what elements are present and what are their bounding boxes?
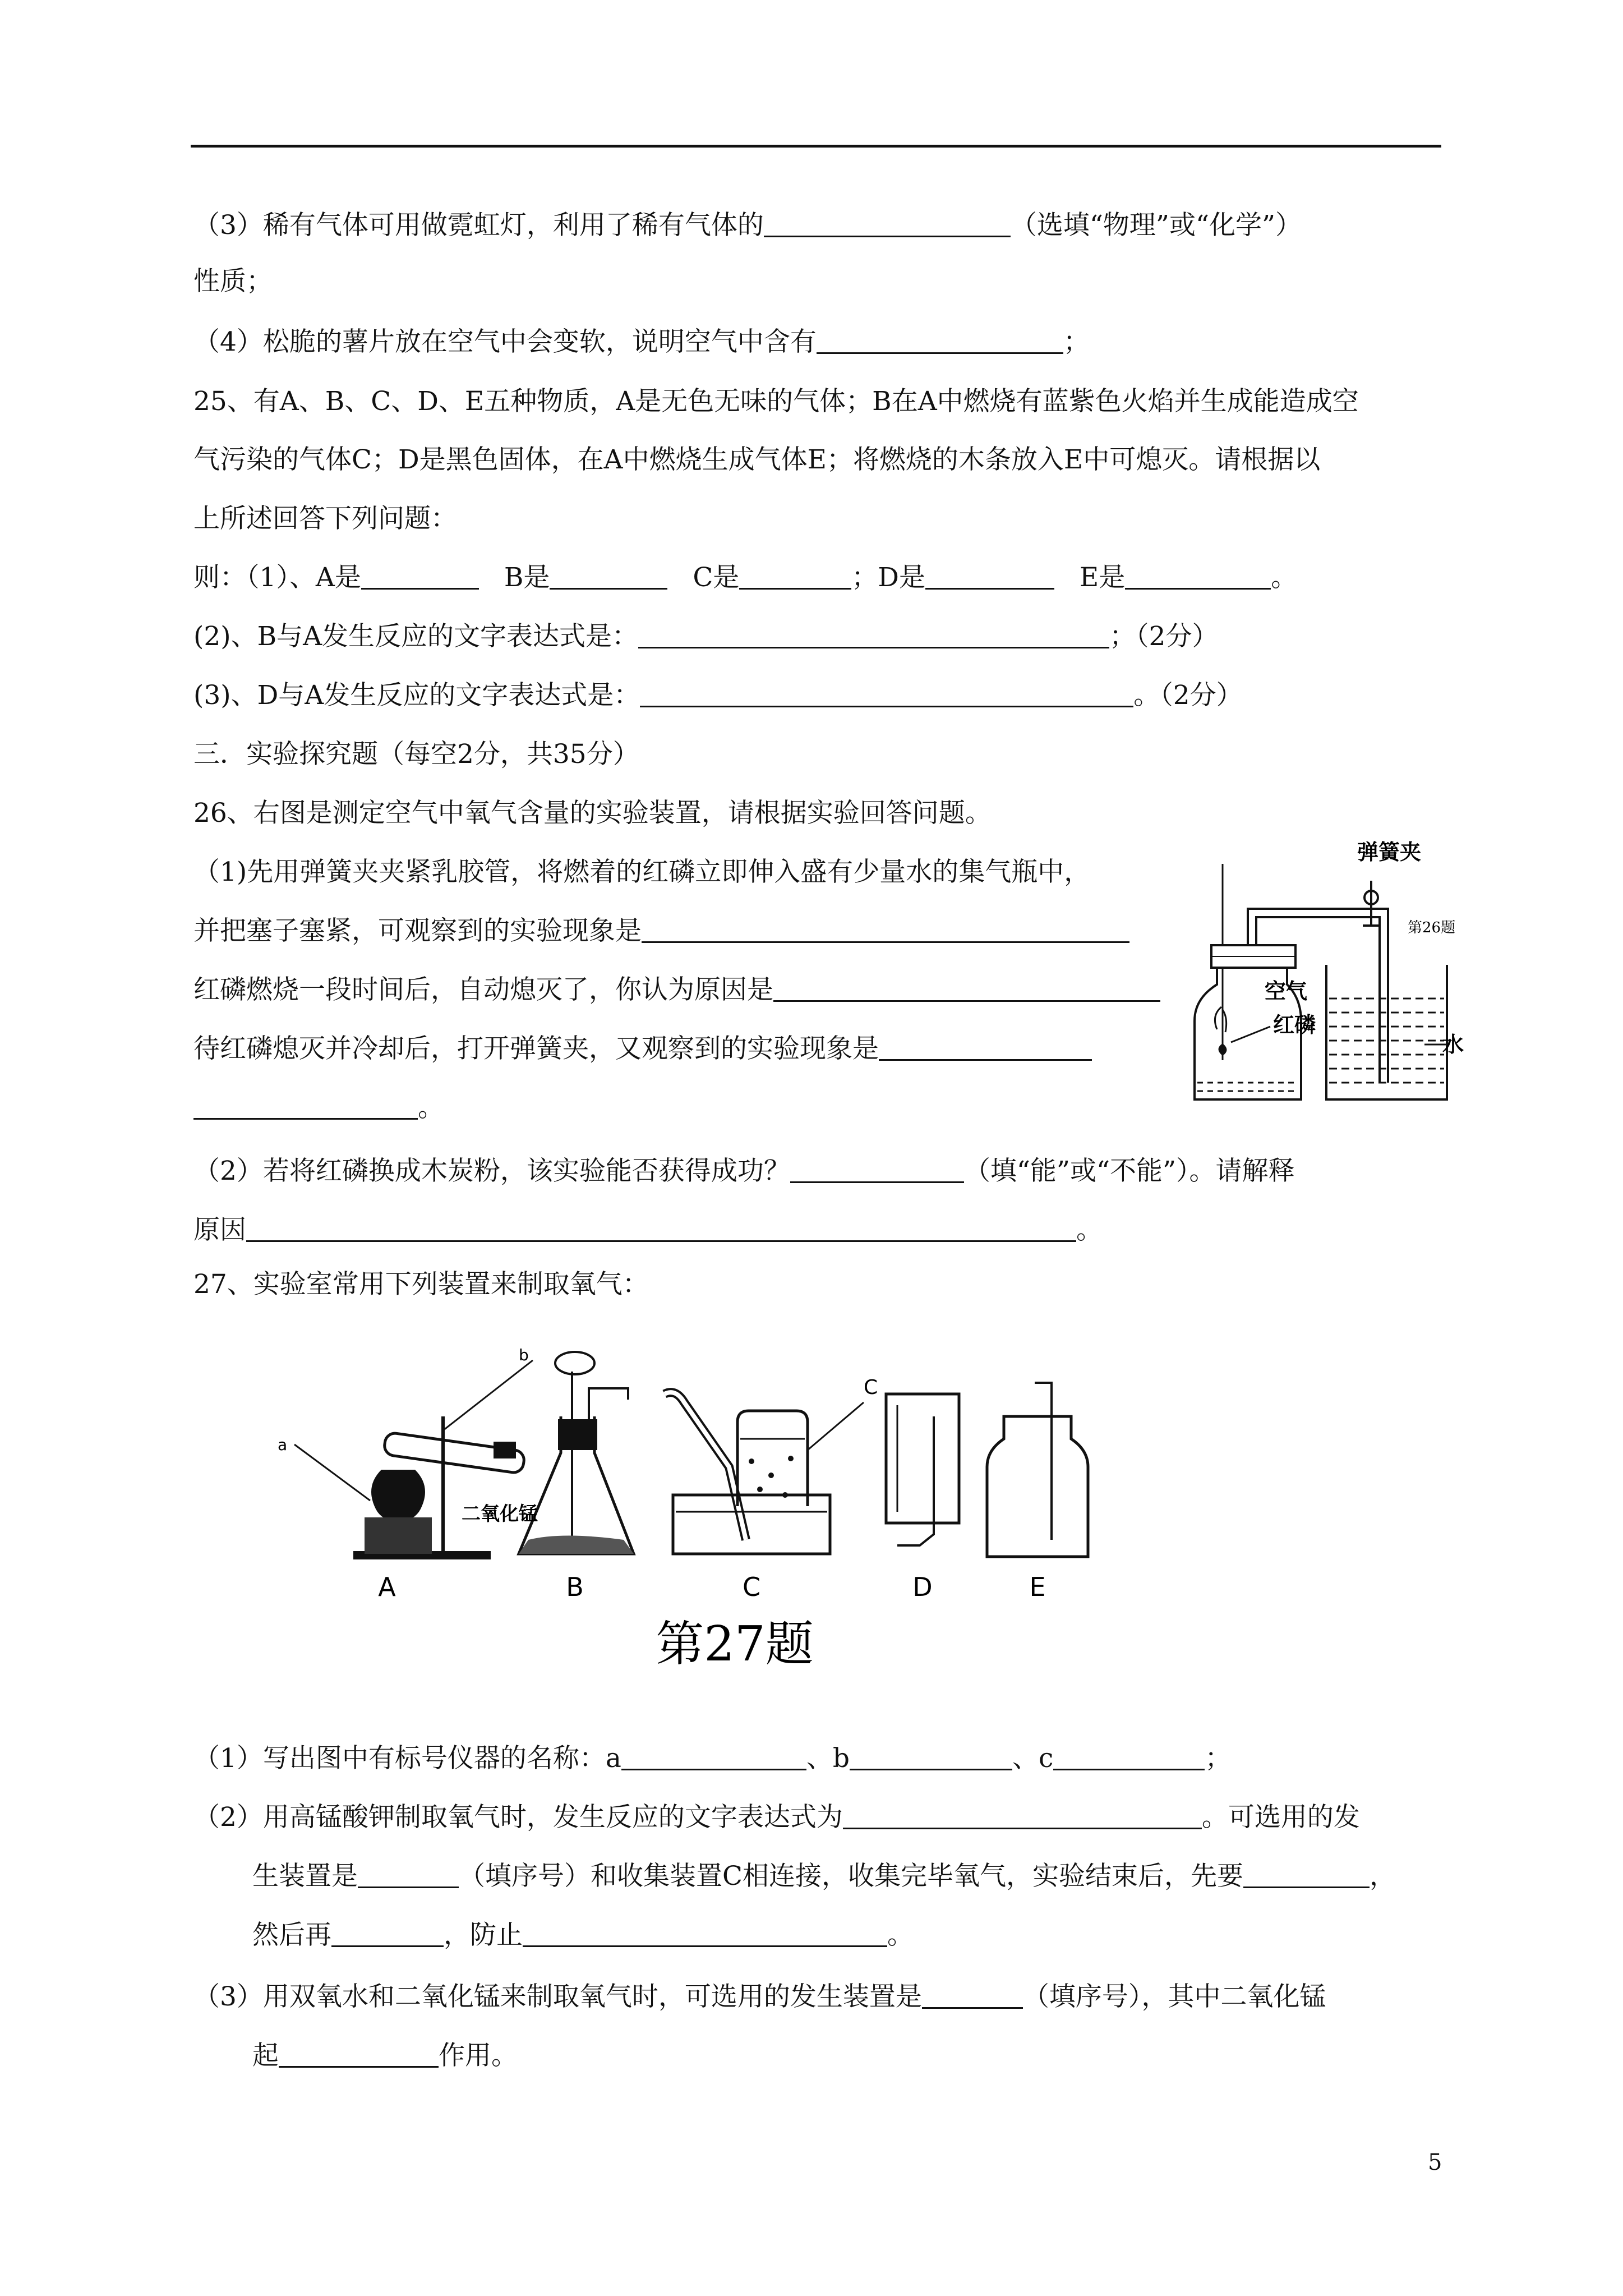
q26-line-3: 并把塞子塞紧，可观察到的实验现象是 xyxy=(193,914,1129,948)
q26-line-5: 待红磷熄灭并冷却后，打开弹簧夹，又观察到的实验现象是 xyxy=(193,1032,1092,1066)
answer-blank[interactable] xyxy=(879,1034,1092,1061)
beaker xyxy=(1326,965,1447,1099)
q26-line-4: 红磷燃烧一段时间后，自动熄灭了，你认为原因是 xyxy=(193,973,1160,1007)
label-c: C xyxy=(864,1376,878,1399)
q25-line-5: (2)、B与A发生反应的文字表达式是： ；（2分） xyxy=(193,621,1219,652)
header-rule xyxy=(191,145,1441,148)
section-3-heading: 三．实验探究题（每空2分，共35分） xyxy=(193,739,639,770)
page-number: 5 xyxy=(1428,2150,1442,2175)
apparatus-label-e: E xyxy=(1029,1572,1046,1602)
answer-blank-b[interactable] xyxy=(550,563,667,590)
answer-blank[interactable] xyxy=(246,1216,1076,1242)
red-phosphorus-label: 红磷 xyxy=(1273,1013,1316,1037)
q25-line-4: 则：（1）、A是 B是 C是 ；D是 E是 。 xyxy=(193,562,1298,593)
mno2-label: 二氧化锰 xyxy=(462,1503,538,1525)
apparatus-d xyxy=(886,1394,959,1545)
q24-3-text: （3）稀有气体可用做霓虹灯，利用了稀有气体的 xyxy=(193,210,764,241)
spring-clip-label: 弹簧夹 xyxy=(1357,840,1422,864)
apparatus-label-a: A xyxy=(378,1572,396,1602)
q26-line-1: 26、右图是测定空气中氧气含量的实验装置，请根据实验回答问题。 xyxy=(193,798,992,829)
answer-blank[interactable] xyxy=(640,681,1133,707)
apparatus-e xyxy=(987,1383,1088,1557)
q27-line-1: 27、实验室常用下列装置来制取氧气： xyxy=(193,1269,649,1300)
label-b: b xyxy=(519,1346,529,1364)
air-label: 空气 xyxy=(1265,979,1308,1004)
answer-blank[interactable] xyxy=(790,1157,964,1183)
q24-line-4: （4）松脆的薯片放在空气中会变软，说明空气中含有 ； xyxy=(193,326,1090,357)
red-phosphorus-spoon-icon xyxy=(1219,1043,1227,1056)
figure-caption: 第27题 xyxy=(656,1616,814,1672)
apparatus-c xyxy=(665,1392,864,1554)
apparatus-label-c: C xyxy=(742,1572,761,1602)
flame-icon xyxy=(1215,1007,1226,1032)
q26-line-6: 。 xyxy=(193,1091,444,1125)
q26-line-8: 原因 。 xyxy=(193,1214,1103,1245)
label-a: a xyxy=(278,1435,288,1454)
q25-line-6: (3)、D与A发生反应的文字表达式是： 。（2分） xyxy=(193,680,1243,711)
q25-line-1: 25、有A、B、C、D、E五种物质，A是无色无味的气体；B在A中燃烧有蓝紫色火焰并生成能造成空 xyxy=(193,386,1359,417)
answer-blank[interactable] xyxy=(817,328,1063,354)
beaker-water xyxy=(1329,999,1444,1083)
q27-line-4: 生装置是 （填序号）和收集装置C相连接，收集完毕氧气，实验结束后，先要 ， xyxy=(252,1861,1396,1892)
answer-blank[interactable] xyxy=(642,917,1129,943)
answer-blank[interactable] xyxy=(1243,1862,1370,1888)
answer-blank[interactable] xyxy=(193,1093,418,1120)
answer-blank[interactable] xyxy=(523,1921,887,1947)
q25-line-3: 上所述回答下列问题： xyxy=(193,503,457,534)
answer-blank-d[interactable] xyxy=(925,563,1054,590)
water-label: 水 xyxy=(1442,1032,1464,1057)
answer-blank[interactable] xyxy=(279,2041,439,2068)
answer-blank-a[interactable] xyxy=(621,1744,806,1770)
answer-blank-e[interactable] xyxy=(1125,563,1271,590)
answer-blank[interactable] xyxy=(638,622,1109,648)
answer-blank[interactable] xyxy=(922,1982,1023,2009)
figure-caption: 第26题 xyxy=(1408,919,1456,936)
answer-blank-c[interactable] xyxy=(1053,1744,1205,1770)
answer-blank[interactable] xyxy=(843,1803,1202,1829)
answer-blank-b[interactable] xyxy=(850,1744,1012,1770)
answer-blank[interactable] xyxy=(773,976,1160,1002)
q24-3-hint: （选填“物理”或“化学”） xyxy=(1010,210,1302,241)
apparatus-label-b: B xyxy=(566,1572,584,1602)
apparatus-a xyxy=(294,1360,533,1559)
answer-blank-c[interactable] xyxy=(739,563,851,590)
answer-blank-a[interactable] xyxy=(361,563,479,590)
answer-blank[interactable] xyxy=(764,211,1011,237)
q25-line-2: 气污染的气体C；D是黑色固体，在A中燃烧生成气体E；将燃烧的木条放入E中可熄灭。请根据以 xyxy=(193,444,1321,475)
q24-line-3-cont: 性质； xyxy=(193,266,273,297)
apparatus-b xyxy=(462,1352,634,1554)
q24-line-3 xyxy=(193,209,1302,242)
q26-line-7: （2）若将红磷换成木炭粉，该实验能否获得成功？ （填“能”或“不能”）。请解释 xyxy=(193,1156,1295,1186)
q27-line-7: 起 作用。 xyxy=(252,2040,518,2071)
q27-line-5: 然后再 ，防止 。 xyxy=(252,1920,914,1950)
q27-line-3: （2）用高锰酸钾制取氧气时，发生反应的文字表达式为 。可选用的发 xyxy=(193,1802,1360,1833)
q26-apparatus-figure xyxy=(1172,836,1464,1116)
q26-line-2: （1)先用弹簧夹夹紧乳胶管，将燃着的红磷立即伸入盛有少量水的集气瓶中， xyxy=(193,857,1091,887)
apparatus-label-d: D xyxy=(912,1572,933,1602)
q27-line-2: （1）写出图中有标号仪器的名称：a 、b 、c ； xyxy=(193,1743,1232,1774)
q27-apparatus-figure xyxy=(269,1338,1211,1674)
q27-line-6: （3）用双氧水和二氧化锰来制取氧气时，可选用的发生装置是 （填序号），其中二氧化锰 xyxy=(193,1981,1326,2012)
answer-blank[interactable] xyxy=(331,1921,444,1947)
answer-blank[interactable] xyxy=(358,1862,459,1888)
